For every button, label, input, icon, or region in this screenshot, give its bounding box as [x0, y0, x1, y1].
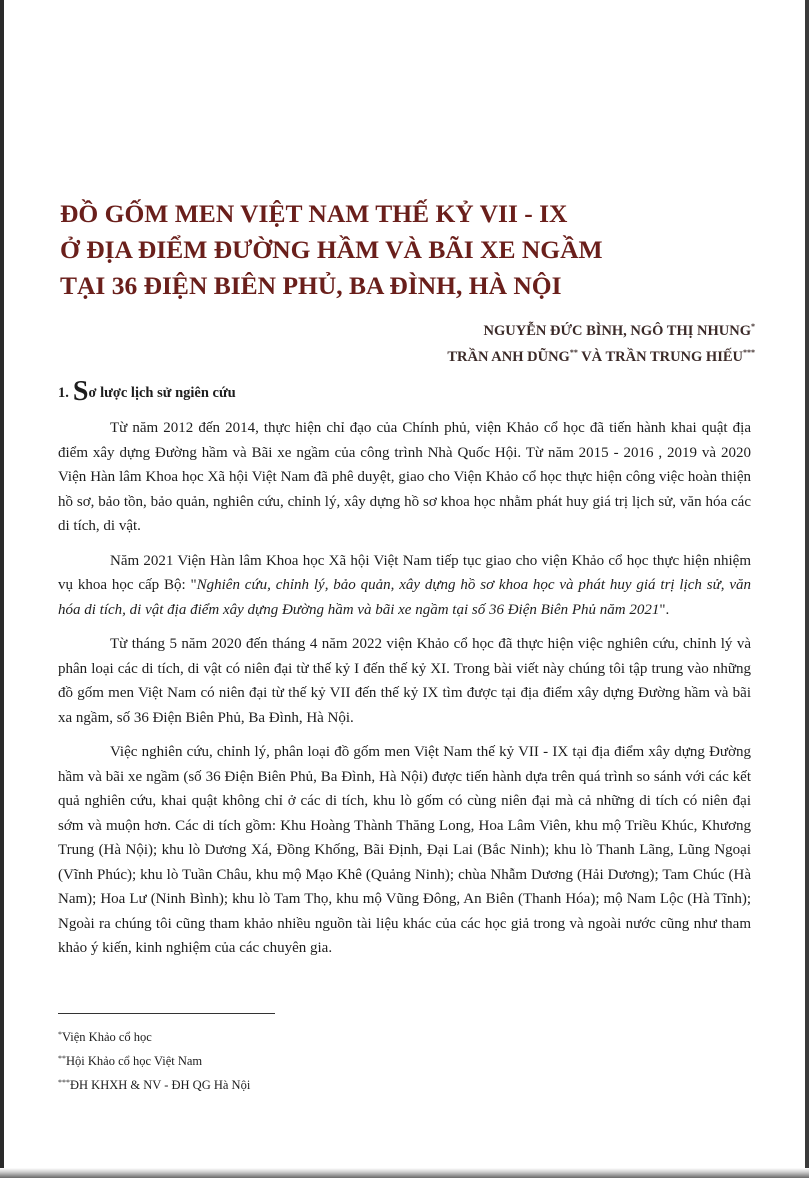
footnote-mark: *	[58, 1030, 62, 1039]
author-line-1	[447, 316, 755, 342]
paragraph-2-lead: Năm 2021 Viện Hàn lâm Khoa học Xã hội Việt Nam tiếp tục giao cho viện Khảo cổ học thực hiện nhiệm vụ khoa học cấp Bộ: "	[58, 552, 751, 593]
author-list	[447, 316, 755, 368]
author-affiliation-mark: **	[569, 348, 578, 357]
footnote-mark: ***	[58, 1078, 70, 1087]
section-heading	[58, 378, 236, 406]
footnote-divider	[58, 1013, 275, 1014]
author-affiliation-mark: *	[751, 322, 755, 331]
footnotes	[58, 1024, 458, 1096]
author-affiliation-mark: ***	[743, 348, 755, 357]
author-name-hieu: VÀ TRẦN TRUNG HIẾU	[577, 349, 743, 365]
paragraph-2-end: ".	[659, 601, 670, 618]
paragraph-3: Từ tháng 5 năm 2020 đến tháng 4 năm 2022 viện Khảo cổ học đã thực hiện việc nghiên cứu, chỉnh lý và phân loại các di tích, di vật có niên đại từ thế kỷ I đến thế kỷ XI. Trong bài viết này chúng tôi tập trung vào những đồ gốm men Việt Nam có niên đại từ thế kỷ VII đến thế kỷ IX tìm được tại địa điểm xây dựng Đường hầm và bãi xa ngầm, số 36 Điện Biên Phủ, Ba Đình, Hà Nội.	[58, 636, 751, 726]
section-title: ơ lược lịch sử ngiên cứu	[88, 385, 236, 401]
title-line-2: Ở ĐỊA ĐIỂM ĐƯỜNG HẦM VÀ BÃI XE NGẦM	[60, 235, 603, 264]
project-title-quote: Nghiên cứu, chỉnh lý, bảo quản, xây dựng hồ sơ khoa học và phát huy giá trị lịch sử, văn hóa di tích, di vật địa điểm xây dựng Đường hầm và bãi xe ngầm tại số 36 Điện Biên Phủ năm 2021	[58, 577, 751, 618]
author-line-2	[447, 342, 755, 368]
body-text	[58, 416, 751, 971]
footnote-1	[58, 1024, 458, 1048]
scan-edge-right	[805, 0, 809, 1178]
title-line-1: ĐỒ GỐM MEN VIỆT NAM THẾ KỶ VII - IX	[60, 199, 568, 228]
paragraph-4: Việc nghiên cứu, chỉnh lý, phân loại đồ gốm men Việt Nam thế kỷ VII - IX tại địa điểm xây dựng Đường hầm và bãi xe ngầm (số 36 Điện Biên Phủ, Ba Đình, Hà Nội) được tiến hành dựa trên quá trình so sánh với các kết quả nghiên cứu, khai quật không chỉ ở các di tích, khu lò gốm có cùng niên đại mà cả những di tích có niên đại sớm và muộn hơn. Các di tích gồm: Khu Hoàng Thành Thăng Long, Hoa Lâm Viên, khu mộ Triều Khúc, Khương Trung (Hà Nội); khu lò Dương Xá, Đồng Khống, Bãi Định, Đại Lai (Bắc Ninh); khu lò Thanh Lãng, Lũng Ngoại (Vĩnh Phúc); khu lò Tuần Châu, khu mộ Mạo Khê (Quảng Ninh); chùa Nhẫm Dương (Hải Dương); Tam Chúc (Hà Nam); Hoa Lư (Ninh Bình); khu lò Tam Thọ, khu mộ Vũng Đông, An Biên (Thanh Hóa); mộ Nam Lộc (Hà Tĩnh); Ngoài ra chúng tôi cũng tham khảo nhiều nguồn tài liệu khác của các học giả trong và ngoài nước cũng như tham khảo ý kiến, kinh nghiệm của các chuyên gia.	[58, 744, 751, 956]
section-number: 1.	[58, 385, 69, 401]
title-line-3: TẠI 36 ĐIỆN BIÊN PHỦ, BA ĐÌNH, HÀ NỘI	[60, 271, 562, 300]
footnote-mark: **	[58, 1054, 66, 1063]
paragraph-1: Từ năm 2012 đến 2014, thực hiện chỉ đạo của Chính phủ, viện Khảo cổ học đã tiến hành khai quật địa điểm xây dựng Đường hầm và Bãi xe ngầm của công trình Nhà Quốc Hội. Từ năm 2015 - 2016 , 2019 và 2020 Viện Hàn lâm Khoa học Xã hội Việt Nam đã phê duyệt, giao cho Viện Khảo cổ học thực hiện công việc hoàn thiện hồ sơ, bảo tồn, bảo quản, nghiên cứu, chỉnh lý, xây dựng hồ sơ khoa học nhằm phát huy giá trị lịch sử, văn hóa các di tích, di vật.	[58, 420, 751, 534]
footnote-text: Hội Khảo cổ học Việt Nam	[66, 1054, 203, 1068]
scan-edge-left	[0, 0, 4, 1178]
footnote-3	[58, 1072, 458, 1096]
paragraph-2	[58, 549, 751, 623]
scan-edge-bottom	[0, 1168, 809, 1178]
footnote-2	[58, 1048, 458, 1072]
author-name-dung: TRẦN ANH DŨNG	[447, 349, 570, 365]
footnote-text: Viện Khảo cổ học	[62, 1030, 152, 1044]
article-title	[60, 196, 760, 304]
section-drop-initial: S	[72, 376, 89, 407]
footnote-text: ĐH KHXH & NV - ĐH QG Hà Nội	[70, 1078, 251, 1092]
author-names-1: NGUYỄN ĐỨC BÌNH, NGÔ THỊ NHUNG	[483, 323, 751, 339]
